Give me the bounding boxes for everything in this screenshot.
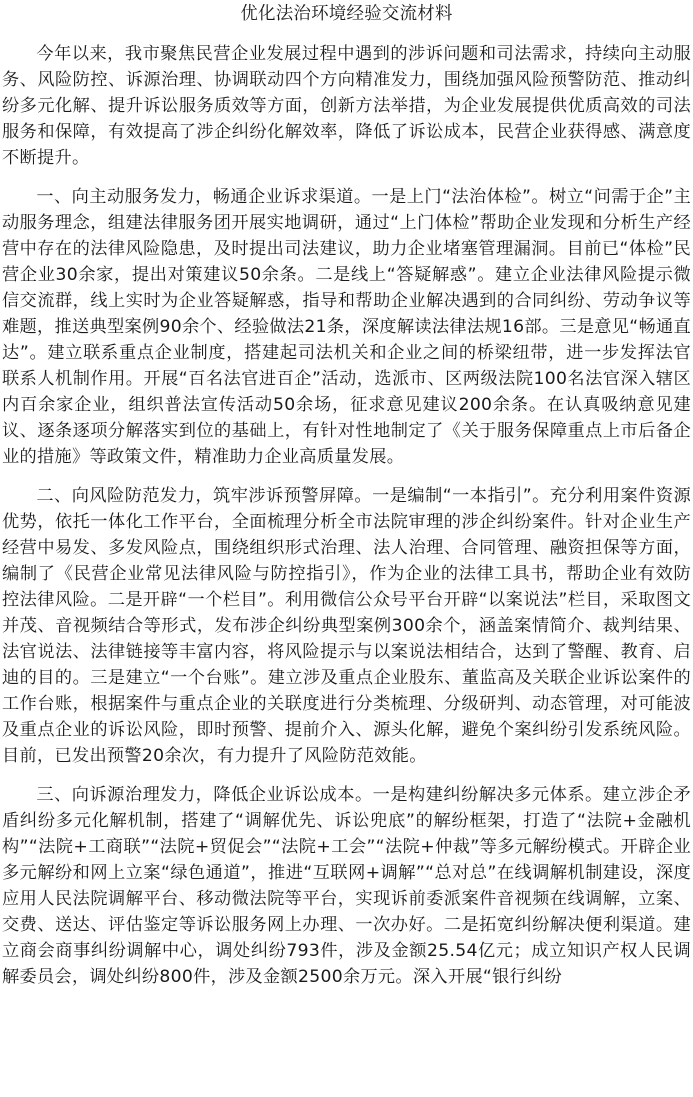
paragraph-intro: 今年以来，我市聚焦民营企业发展过程中遇到的涉诉问题和司法需求，持续向主动服务、风险防控、诉源治理、协调联动四个方向精准发力，围绕加强风险预警防范、推动纠纷多元化解、提升诉讼服务质效等方面，创新方法举措，为企业发展提供优质高效的司法服务和保障，有效提高了涉企纠纷化解效率，降低了诉讼成本，民营企业获得感、满意度不断提升。 — [2, 44, 691, 168]
paragraph-section-1: 一、向主动服务发力，畅通企业诉求渠道。一是上门“法治体检”。树立“问需于企”主动服务理念，组建法律服务团开展实地调研，通过“上门体检”帮助企业发现和分析生产经营中存在的法律风险隐患，及时提出司法建议，助力企业堵塞管理漏洞。目前已“体检”民营企业30余家，提出对策建议50余条。二是线上“答疑解惑”。建立企业法律风险提示微信交流群，线上实时为企业答疑解惑，指导和帮助企业解决遇到的合同纠纷、劳动争议等难题，推送典型案例90余个、经验做法21条，深度解读法律法规16部。三是意见“畅通直达”。建立联系重点企业制度，搭建起司法机关和企业之间的桥梁纽带，进一步发挥法官联系人机制作用。开展“百名法官进百企”活动，选派市、区两级法院100名法官深入辖区内百余家企业，组织普法宣传活动50余场，征求意见建议200余条。在认真吸纳意见建议、逐条逐项分解落实到位的基础上，有针对性地制定了《关于服务保障重点上市后备企业的措施》等政策文件，精准助力企业高质量发展。 — [2, 187, 691, 467]
paragraph-section-3: 三、向诉源治理发力，降低企业诉讼成本。一是构建纠纷解决多元体系。建立涉企矛盾纠纷多元化解机制，搭建了“调解优先、诉讼兜底”的解纷框架，打造了“法院+金融机构”“法院+工商联”“法院+贸促会”“法院+工会”“法院+仲裁”等多元解纷模式。开辟企业多元解纷和网上立案“绿色通道”，推进“互联网+调解”“总对总”在线调解机制建设，深度应用人民法院调解平台、移动微法院等平台，实现诉前委派案件音视频在线调解，立案、交费、送达、评估鉴定等诉讼服务网上办理、一次办好。二是拓宽纠纷解决便利渠道。建立商会商事纠纷调解中心，调处纠纷793件，涉及金额25.54亿元；成立知识产权人民调解委员会，调处纠纷800件，涉及金额2500余万元。深入开展“银行纠纷 — [2, 785, 691, 987]
paragraph-section-2: 二、向风险防范发力，筑牢涉诉预警屏障。一是编制“一本指引”。充分利用案件资源优势，依托一体化工作平台，全面梳理分析全市法院审理的涉企纠纷案件。针对企业生产经营中易发、多发风险点，围绕组织形式治理、法人治理、合同管理、融资担保等方面，编制了《民营企业常见法律风险与防控指引》，作为企业的法律工具书，帮助企业有效防控法律风险。二是开辟“一个栏目”。利用微信公众号平台开辟“以案说法”栏目，采取图文并茂、音视频结合等形式，发布涉企纠纷典型案例300余个，涵盖案情简介、裁判结果、法官说法、法律链接等丰富内容，将风险提示与以案说法相结合，达到了警醒、教育、启迪的目的。三是建立“一个台账”。建立涉及重点企业股东、董监高及关联企业诉讼案件的工作台账，根据案件与重点企业的关联度进行分类梳理、分级研判、动态管理，对可能波及重点企业的诉讼风险，即时预警、提前介入、源头化解，避免个案纠纷引发系统风险。目前，已发出预警20余次，有力提升了风险防范效能。 — [2, 486, 691, 766]
document-title: 优化法治环境经验交流材料 — [240, 4, 453, 24]
